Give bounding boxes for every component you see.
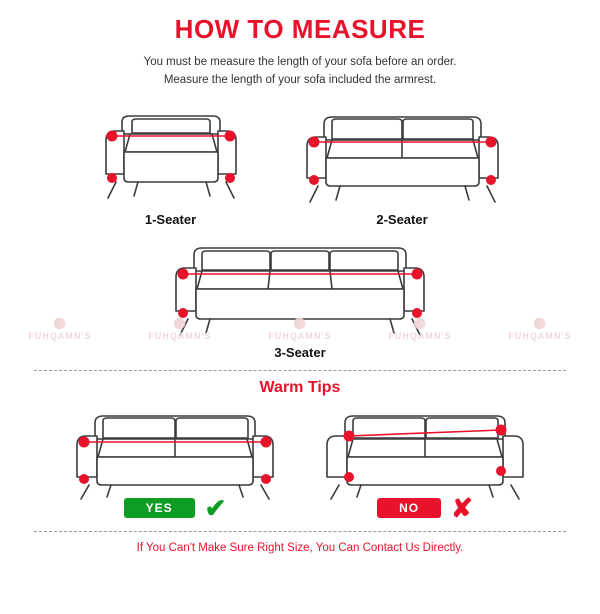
sofa-diagram-3-seater	[150, 231, 450, 360]
page-subtitle	[0, 54, 600, 90]
divider-top	[34, 370, 566, 371]
footer-note: If You Can't Make Sure Right Size, You Can Contact Us Directly.	[136, 541, 464, 554]
watermark-text: FUHQAMN'S	[268, 330, 332, 341]
sofa-caption-1-seater: 1-Seater	[144, 211, 197, 227]
badge-yes: YES	[124, 498, 195, 518]
flame-icon: ⚈	[292, 315, 308, 333]
divider-bottom	[34, 531, 566, 532]
watermark-text: FUHQAMN'S	[388, 330, 452, 341]
subtitle-line-1: You must be measure the length of your sofa before an order.	[143, 56, 457, 68]
examples-row	[0, 399, 600, 521]
watermark-text: FUHQAMN'S	[508, 330, 572, 341]
sofa-illustration-2-seater	[290, 100, 515, 210]
sofa-diagram-2-seater	[290, 100, 515, 227]
page-title: HOW TO MEASURE	[174, 14, 426, 44]
infographic-page	[0, 14, 600, 614]
flame-icon: ⚈	[172, 315, 188, 333]
example-yes	[55, 399, 295, 521]
sofa-illustration-correct	[55, 399, 295, 501]
badge-row-no	[305, 492, 545, 523]
example-no	[305, 399, 545, 521]
subtitle-line-2: Measure the length of your sofa included the armrest.	[163, 73, 437, 86]
sofa-illustration-1-seater	[86, 100, 256, 210]
sofa-illustration-3-seater	[150, 231, 450, 343]
cross-icon: ✘	[451, 492, 473, 523]
flame-icon: ⚈	[52, 315, 68, 333]
badge-row-yes	[55, 492, 295, 523]
flame-icon: ⚈	[532, 315, 548, 333]
watermark-text: FUHQAMN'S	[148, 330, 212, 341]
check-icon: ✔	[204, 492, 227, 523]
flame-icon: ⚈	[412, 315, 428, 333]
sofa-row-middle	[0, 231, 600, 360]
sofa-illustration-incorrect	[305, 399, 545, 501]
sofa-row-top	[0, 100, 600, 227]
badge-no: NO	[377, 498, 441, 518]
warm-tips-heading: Warm Tips	[259, 378, 341, 396]
sofa-diagram-1-seater	[86, 100, 256, 227]
watermark-text: FUHQAMN'S	[28, 330, 92, 341]
sofa-caption-3-seater: 3-Seater	[274, 344, 326, 360]
sofa-caption-2-seater: 2-Seater	[376, 211, 428, 227]
